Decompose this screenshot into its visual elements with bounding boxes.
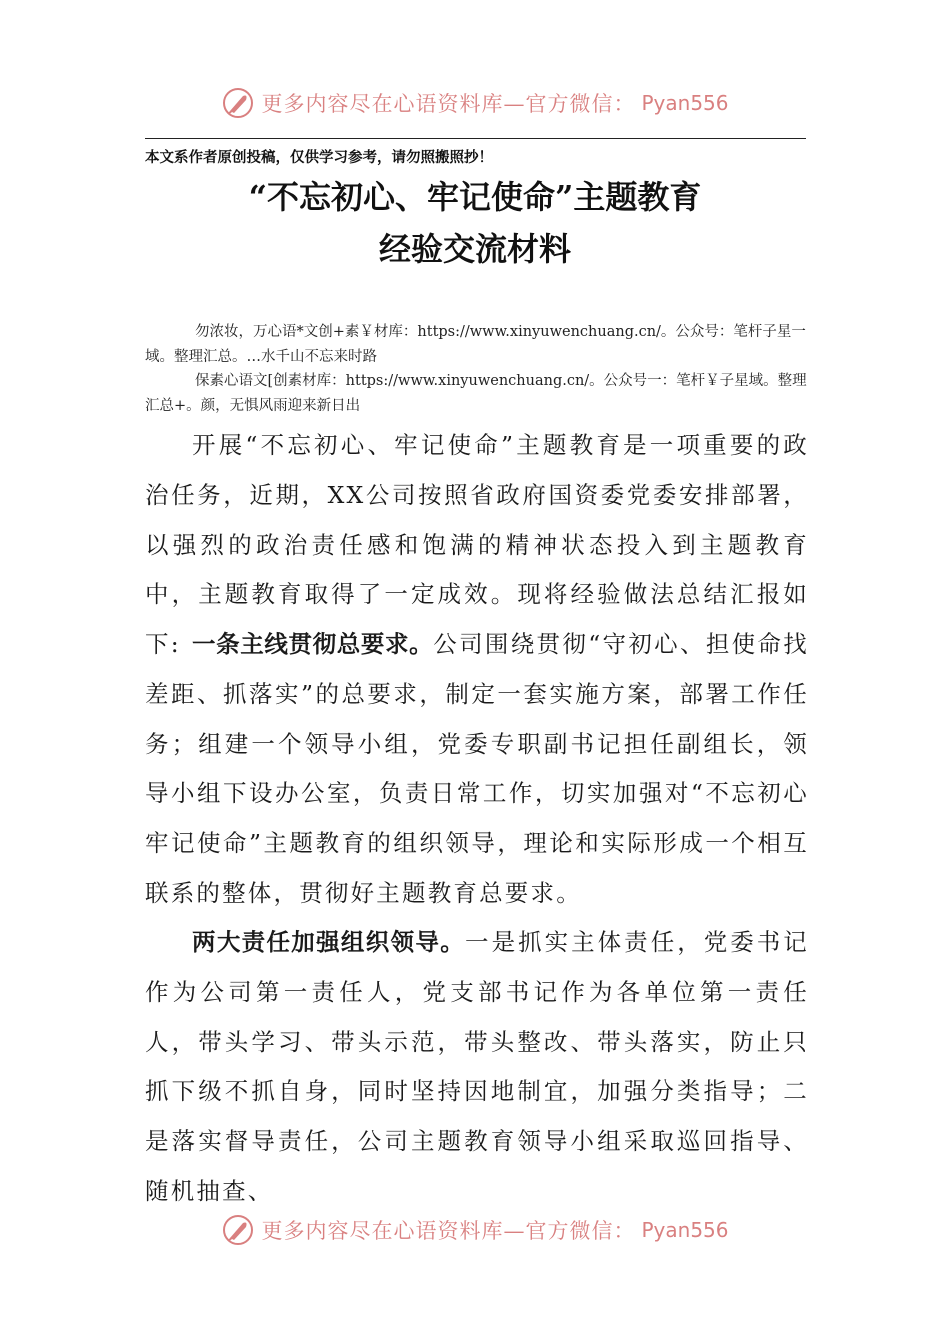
header-watermark-banner	[0, 83, 950, 123]
source-note-2	[145, 369, 813, 419]
quill-logo-icon	[221, 1213, 255, 1247]
banner-wechat-handle: Pyan556	[641, 91, 729, 115]
footer-watermark-banner	[0, 1210, 950, 1250]
source-note-2-text: 保素心语文[创素材库：https://www.xinyuwenchuang.cn/。公众号一：笔杆￥子星域。整理汇总+。颜，无惧风雨迎来新日出	[145, 373, 807, 414]
footer-wechat-handle: Pyan556	[641, 1218, 729, 1242]
source-note-1	[145, 320, 813, 370]
paragraph-main-line-heading: 一条主线贯彻总要求。	[192, 630, 434, 658]
paragraph-two-responsibilities-text: 一是抓实主体责任，党委书记作为公司第一责任人，党支部书记作为各单位第一责任人，带头学习、带头示范，带头整改、带头落实，防止只抓下级不抓自身，同时坚持因地制宜，加强分类指导；二是落实督导责任，公司主题教育领导小组采取巡回指导、随机抽查、	[145, 928, 810, 1205]
paragraph-intro-text: 开展“不忘初心、牢记使命”主题教育是一项重要的政治任务，近期，XX公司按照省政府国资委党委安排部署，以强烈的政治责任感和饱满的精神状态投入到主题教育中，主题教育取得了一定成效。现将经验做法总结汇报如下:	[145, 431, 809, 659]
header-rule	[145, 138, 806, 139]
paragraph-two-responsibilities-heading: 两大责任加强组织领导。	[192, 928, 466, 956]
document-title-line-2: 经验交流材料	[378, 230, 571, 268]
copyright-notice: 本文系作者原创投稿，仅供学习参考，请勿照搬照抄！	[145, 149, 493, 166]
paragraph-main-line	[145, 620, 809, 919]
source-note-1-text: 勿浓妆，万心语*文创+素￥材库：https://www.xinyuwenchuang.cn/。公众号：笔杆子星一域。整理汇总。…水千山不忘来时路	[145, 324, 806, 365]
paragraph-main-line-text: 公司围绕贯彻“守初心、担使命找差距、抓落实”的总要求，制定一套实施方案，部署工作任务；组建一个领导小组，党委专职副书记担任副组长，领导小组下设办公室，负责日常工作，切实加强对“不忘初心牢记使命”主题教育的组织领导，理论和实际形成一个相互联系的整体，贯彻好主题教育总要求。	[145, 630, 810, 907]
banner-text: 更多内容尽在心语资料库—官方微信：	[261, 92, 636, 116]
quill-logo-icon	[221, 86, 255, 120]
footer-banner-text: 更多内容尽在心语资料库—官方微信：	[261, 1219, 636, 1243]
document-title-line-1: “不忘初心、牢记使命”主题教育	[248, 178, 702, 216]
paragraph-two-responsibilities	[145, 918, 809, 1217]
